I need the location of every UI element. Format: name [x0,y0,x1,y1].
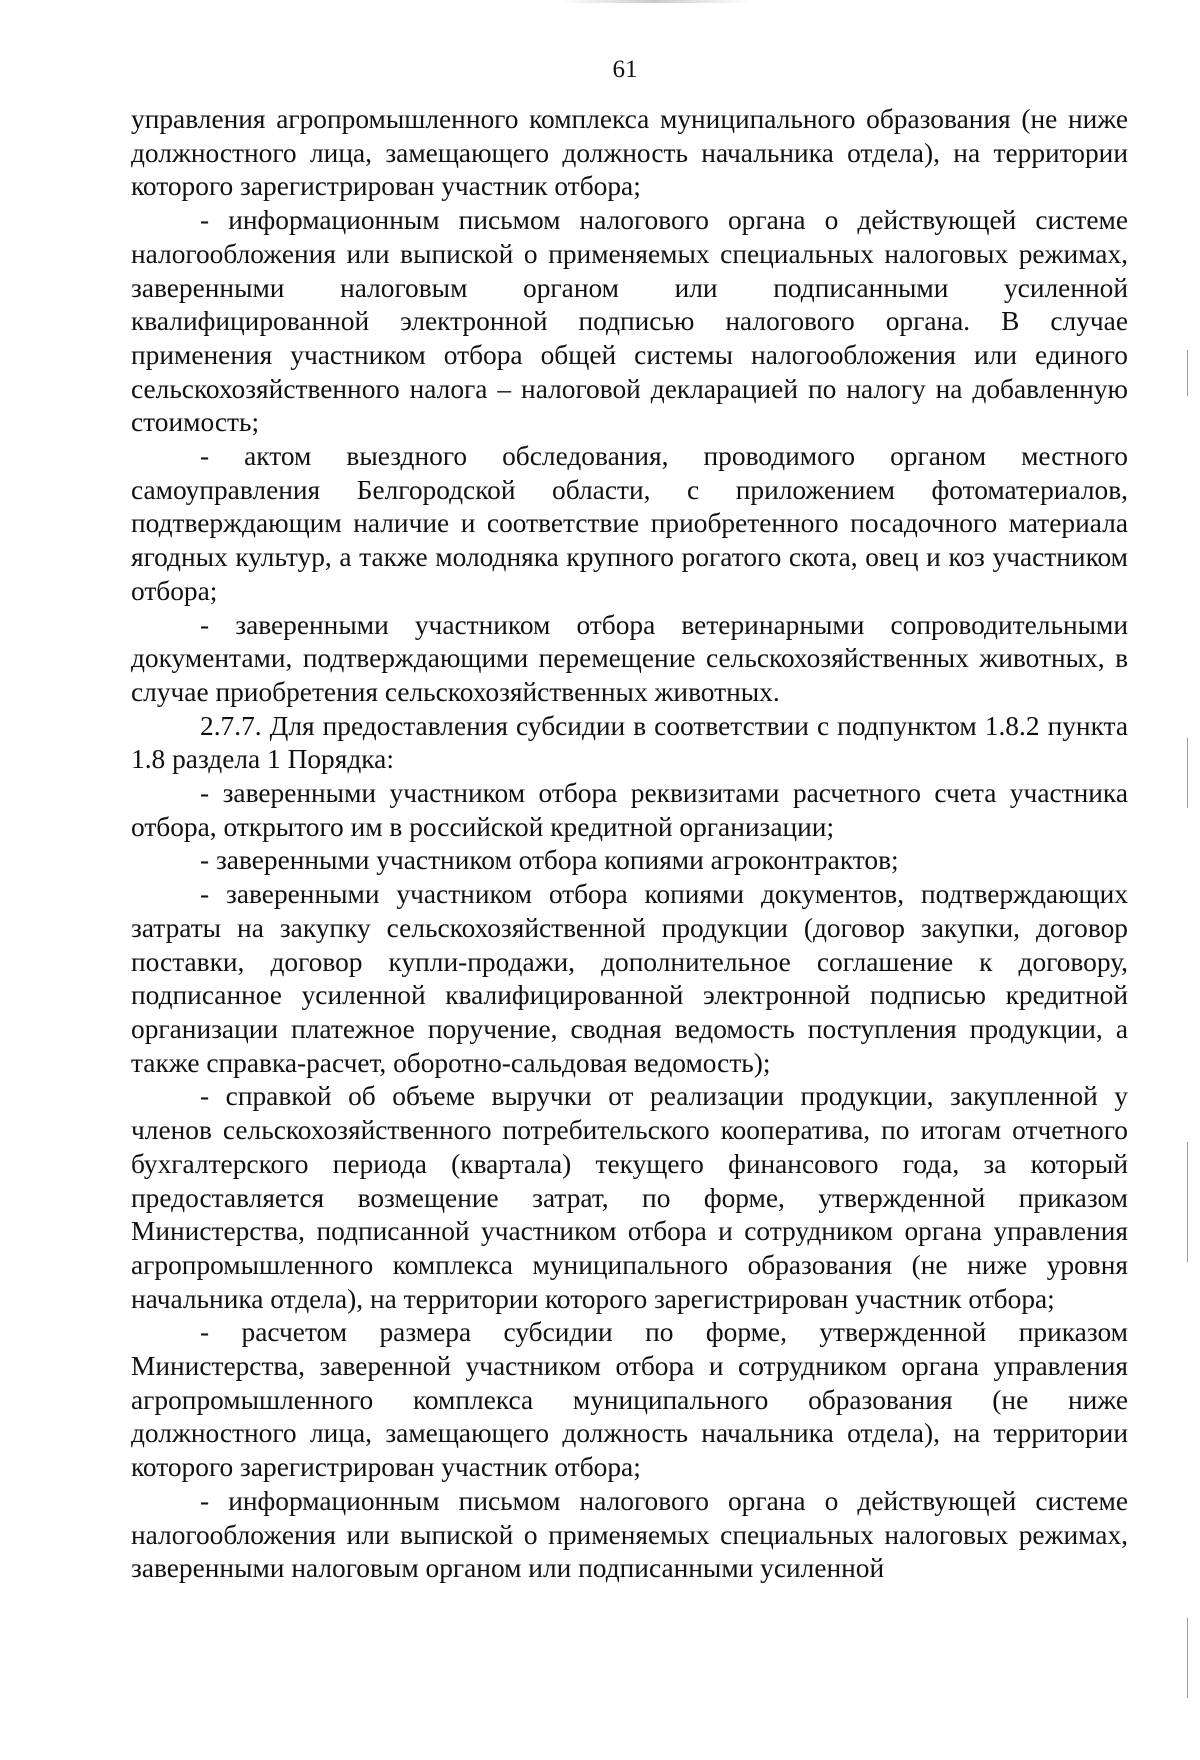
paragraph-purchase-documents: - заверенными участником отбора копиями документов, подтверждающих затраты на закупку сельскохозяйственной продукции (договор закупки, договор поставки, договор купли-продажи, дополнительное соглашение к договору, подписанное усиленной квалифицированной электронной подписью кредитной организации платежное поручение, сводная ведомость поступления продукции, а также справка-расчет, оборотно-сальдовая ведомость); [131,879,1128,1078]
paragraph-inspection-act: - актом выездного обследования, проводимого органом местного самоуправления Белгородской области, с приложением фотоматериалов, подтверждающим наличие и соответствие приобретенного посадочного материала ягодных культур, а также молодняка крупного рогатого скота, овец и коз участником отбора; [131,441,1128,606]
page-number: 61 [612,56,638,83]
scan-mark [1187,1142,1188,1262]
scan-mark [1187,738,1188,808]
scan-mark [1187,350,1188,396]
paragraph-section-2-7-7: 2.7.7. Для предоставления субсидии в соответствии с подпунктом 1.8.2 пункта 1.8 раздела 1 Порядка: [131,710,1128,775]
paragraph-tax-letter-2: - информационным письмом налогового органа о действующей системе налогообложения или выпиской о применяемых специальных налоговых режимах, заверенными налоговым органом или подписанными усиленной [131,1485,1128,1584]
paragraph-revenue-certificate: - справкой об объеме выручки от реализации продукции, закупленной у членов сельскохозяйственного потребительского кооператива, по итогам отчетного бухгалтерского периода (квартала) текущего финансового года, за который предоставляется возмещение затрат, по форме, утвержденной приказом Министерства, подписанной участником отбора и сотрудником органа управления агропромышленного комплекса муниципального образования (не ниже уровня начальника отдела), на территории которого зарегистрирован участник отбора; [131,1081,1128,1314]
paragraph-subsidy-calculation: - расчетом размера субсидии по форме, утвержденной приказом Министерства, заверенной участником отбора и сотрудником органа управления агропромышленного комплекса муниципального образования (не ниже должностного лица, замещающего должность начальника отдела), на территории которого зарегистрирован участник отбора; [131,1317,1128,1483]
scan-mark [1187,1618,1188,1698]
paragraph-tax-letter: - информационным письмом налогового органа о действующей системе налогообложения или выпиской о применяемых специальных налоговых режимах, заверенными налоговым органом или подписанными усиленной квалифицированной электронной подписью налогового органа. В случае применения участником отбора общей системы налогообложения или единого сельскохозяйственного налога – налоговой декларацией по налогу на добавленную стоимость; [131,205,1128,438]
document-body [131,103,1128,1586]
paragraph-agrocontracts: - заверенными участником отбора копиями агроконтрактов; [200,845,899,876]
paragraph-bank-details: - заверенными участником отбора реквизитами расчетного счета участника отбора, открытого им в российской кредитной организации; [131,778,1128,842]
paragraph-continuation: управления агропромышленного комплекса муниципального образования (не ниже должностного лица, замещающего должность начальника отдела), на территории которого зарегистрирован участник отбора; [131,104,1128,202]
paragraph-veterinary-documents: - заверенными участником отбора ветеринарными сопроводительными документами, подтверждающими перемещение сельскохозяйственных животных, в случае приобретения сельскохозяйственных животных. [131,609,1128,707]
scan-smudge [560,0,750,3]
